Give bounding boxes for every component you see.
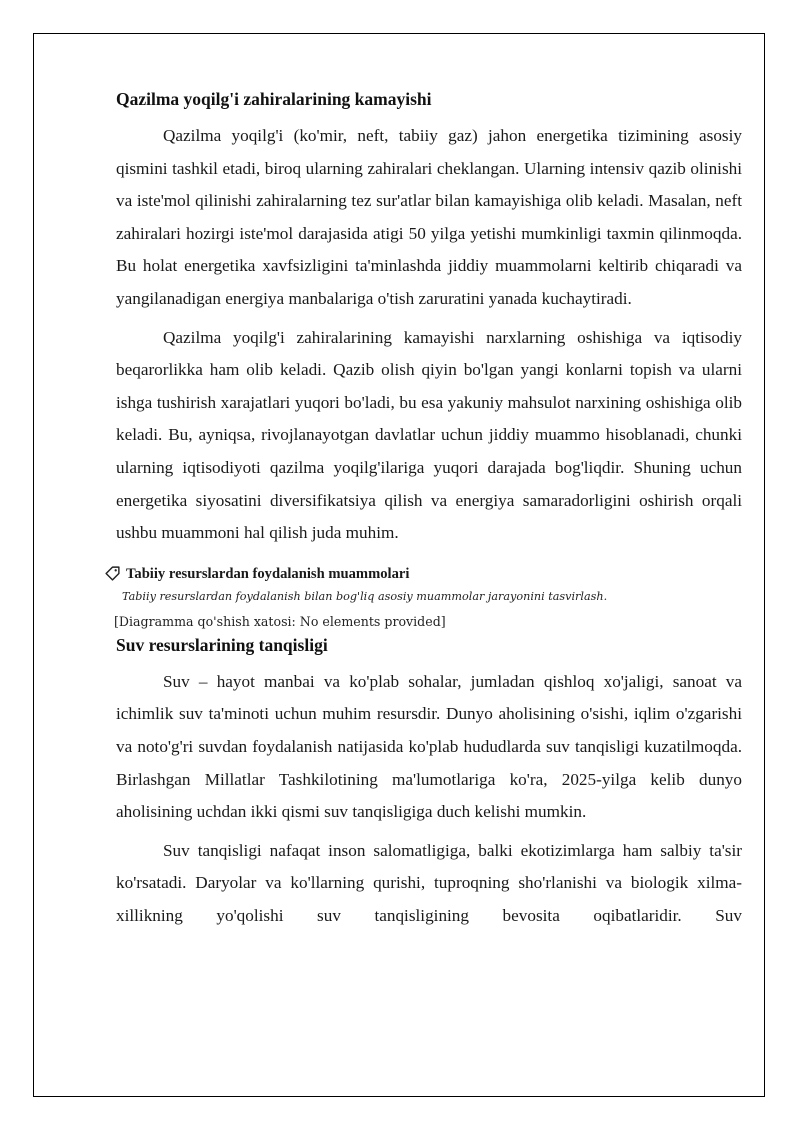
diagram-title: Tabiiy resurslardan foydalanish muammolari — [126, 565, 410, 582]
diagram-block — [116, 564, 742, 632]
tag-icon — [104, 565, 121, 582]
diagram-title-row — [104, 564, 742, 584]
section-heading-fossil-fuels: Qazilma yoqilg'i zahiralarining kamayishi — [116, 89, 432, 109]
paragraph: Qazilma yoqilg'i zahiralarining kamayishi narxlarning oshishiga va iqtisodiy beqarorlikka ham olib keladi. Qazib olish qiyin bo'lgan yangi konlarni topish va ularni ishga tushirish xarajatlari yuqori bo'ladi, bu esa yakuniy mahsulot narxining oshishiga olib keladi. Bu, ayniqsa, rivojlanayotgan davlatlar uchun jiddiy muammo hisoblanadi, chunki ularning iqtisodiyoti qazilma yoqilg'ilariga yuqori darajada bog'liqdir. Shuning uchun energetika siyosatini diversifikatsiya qilish va energiya samaradorligini oshirish orqali ushbu muammoni hal qilish juda muhim. — [116, 327, 742, 543]
paragraph: Qazilma yoqilg'i (ko'mir, neft, tabiiy gaz) jahon energetika tizimining asosiy qismini tashkil etadi, biroq ularning zahiralari cheklangan. Ularning intensiv qazib olinishi va iste'mol qilinishi zahiralarning tez sur'atlar bilan kamayishiga olib keladi. Masalan, neft zahiralari hozirgi iste'mol darajasida atigi 50 yilga yetishi mumkinligi taxmin qilinmoqda. Bu holat energetika xavfsizligini ta'minlashda jiddiy muammolarni keltirib chiqaradi va yangilanadigan energiya manbalariga o'tish zaruratini yanada kuchaytiradi. — [116, 126, 742, 308]
document-content — [116, 86, 742, 932]
section-heading-water-scarcity: Suv resurslarining tanqisligi — [116, 634, 328, 655]
paragraph: Suv tanqisligi nafaqat inson salomatligiga, balki ekotizimlarga ham salbiy ta'sir ko'rsatadi. Daryolar va ko'llarning qurishi, tuproqning sho'rlanishi va biologik xilma-xillikning yo'qolishi suv tanqisligining bevosita oqibatlaridir. Suv — [116, 840, 742, 925]
diagram-error-message: [Diagramma qo'shish xatosi: No elements provided] — [114, 613, 446, 629]
paragraph: Suv – hayot manbai va ko'plab sohalar, jumladan qishloq xo'jaligi, sanoat va ichimlik suv ta'minoti uchun muhim resursdir. Dunyo aholisining o'sishi, iqlim o'zgarishi va noto'g'ri suvdan foydalanish natijasida ko'plab hududlarda suv tanqisligi kuzatilmoqda. Birlashgan Millatlar Tashkilotining ma'lumotlariga ko'ra, 2025-yilga kelib dunyo aholisining uchdan ikki qismi suv tanqisligiga duch kelishi mumkin. — [116, 671, 742, 822]
diagram-caption: Tabiiy resurslardan foydalanish bilan bog'liq asosiy muammolar jarayonini tasvirlash. — [122, 589, 608, 603]
